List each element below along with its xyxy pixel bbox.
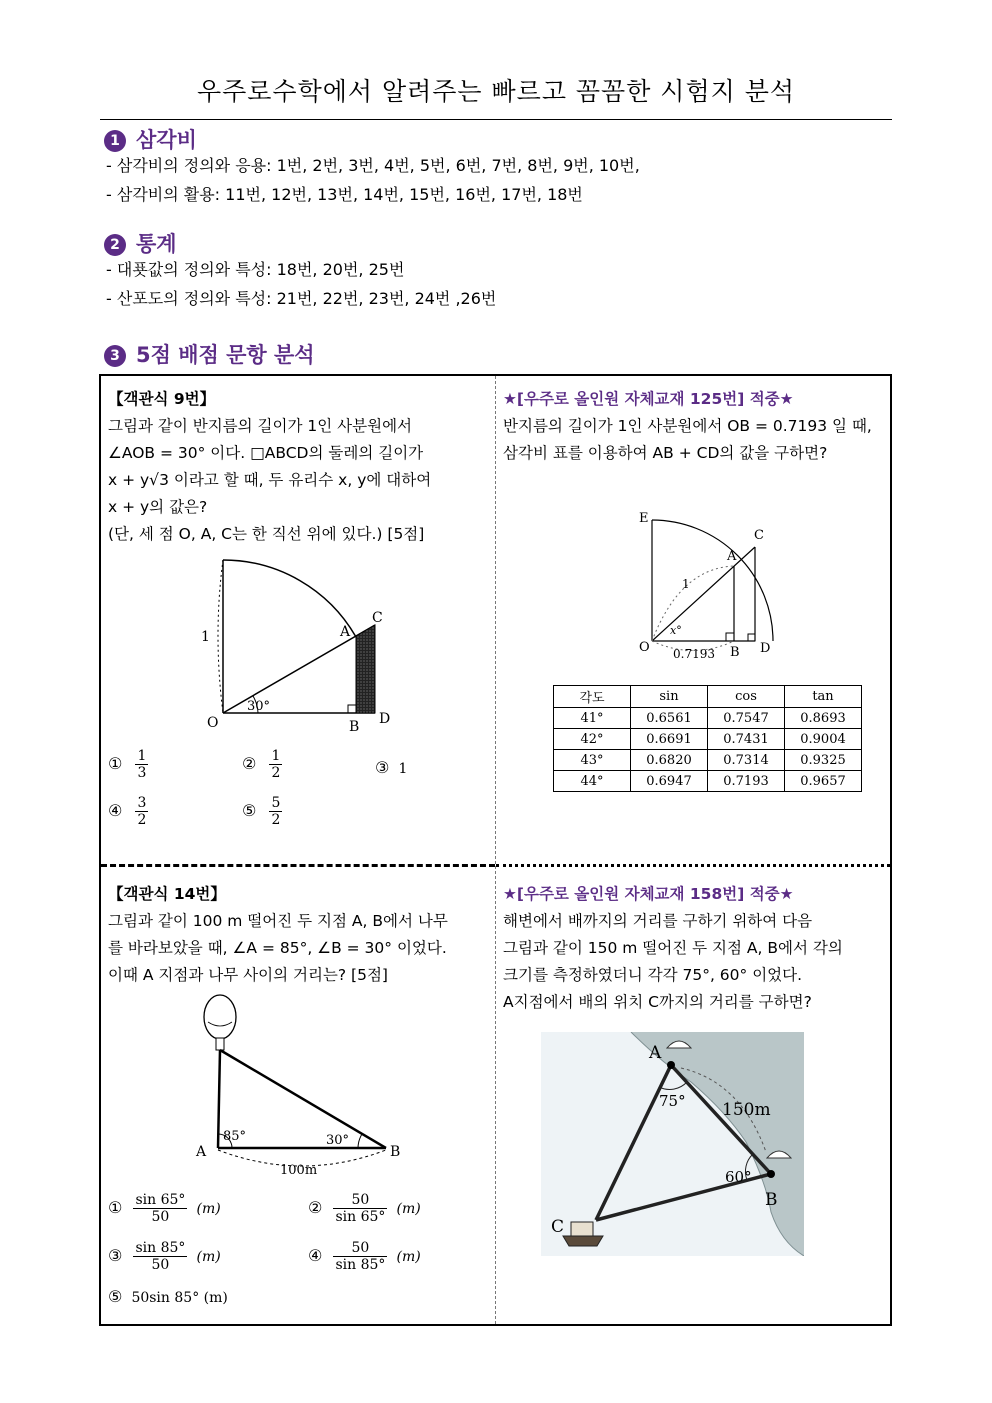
r125-right-angle-d	[748, 634, 755, 641]
q9-label-a: A	[340, 624, 351, 640]
trig-table-cell: 0.9325	[785, 750, 862, 771]
q9-choice-2-den: 2	[271, 765, 281, 781]
q9-label-angle: 30°	[247, 699, 271, 714]
trig-table-cell: 0.7193	[708, 771, 785, 792]
q9-choice-2[interactable]	[242, 748, 282, 781]
r125-right-angle-b	[726, 633, 734, 641]
q14-choice-4-num: 50	[333, 1240, 387, 1257]
title-divider	[100, 119, 892, 120]
q9-choice-2-fraction	[269, 748, 282, 781]
trig-table-row	[554, 750, 862, 771]
q9-choice-4-fraction	[135, 795, 148, 828]
point-b	[767, 1170, 775, 1178]
q14-choice-1-num: sin 65°	[135, 1192, 186, 1208]
trig-table-cell: 0.7431	[708, 729, 785, 750]
q14-line-2: 를 바라보았을 때, ∠A = 85°, ∠B = 30° 이었다.	[108, 939, 447, 957]
section-2-number: 2	[104, 234, 126, 256]
r125-line-oc	[652, 547, 755, 641]
r125-label-a: A	[727, 549, 737, 564]
q14-choice-3-fraction	[133, 1240, 187, 1273]
section-2-line-1: - 대푯값의 정의와 특성: 18번, 20번, 25번	[106, 260, 405, 279]
tree-icon	[204, 995, 236, 1039]
q9-quarter-arc	[223, 560, 356, 637]
trig-table-cell: 0.6561	[631, 708, 708, 729]
trig-table	[553, 685, 862, 792]
trig-table-row	[554, 729, 862, 750]
q9-choice-4[interactable]	[108, 795, 148, 828]
tree-trunk	[216, 1038, 224, 1050]
q14-label-100m: 100m	[280, 1163, 318, 1178]
q14-label-b: B	[390, 1144, 401, 1160]
ship-icon	[563, 1236, 603, 1246]
q9-choice-3[interactable]	[375, 758, 407, 777]
section-3-number: 3	[104, 345, 126, 367]
r125-figure	[630, 508, 780, 663]
q9-choice-1-fraction	[135, 748, 148, 781]
trig-table-header: tan	[785, 686, 862, 708]
q14-choice-3[interactable]	[108, 1240, 221, 1273]
q14-choice-5-value: 50sin 85° (m)	[131, 1290, 228, 1306]
q9-label-b: B	[349, 719, 360, 735]
q9-label-1: 1	[201, 629, 210, 645]
trig-table-cell: 43°	[554, 750, 631, 771]
q9-label-c: C	[372, 610, 383, 626]
r125-label-c: C	[754, 528, 764, 543]
q9-choice-2-mark: ②	[242, 754, 257, 773]
section-1-label: 삼각비	[136, 128, 197, 152]
section-1-number: 1	[104, 130, 126, 152]
point-a	[667, 1061, 675, 1069]
r125-line-1: 반지름의 길이가 1인 사분원에서 OB = 0.7193 일 때,	[503, 417, 872, 435]
trig-table-header: sin	[631, 686, 708, 708]
q9-figure	[195, 555, 410, 740]
r158-label-c: C	[551, 1217, 565, 1237]
r158-header: ★[우주로 올인원 자체교재 158번] 적중★	[503, 885, 794, 903]
trig-table-cell: 0.9657	[785, 771, 862, 792]
q9-choice-1-mark: ①	[108, 754, 123, 773]
q9-right-angle-mark	[348, 705, 356, 713]
r158-label-a: A	[649, 1043, 662, 1063]
q9-choice-5-fraction	[269, 795, 282, 828]
q14-line-a-tree	[218, 1050, 220, 1148]
q14-choice-2-fraction	[333, 1192, 387, 1225]
q9-label-d: D	[379, 711, 391, 727]
r125-label-1: 1	[682, 577, 690, 591]
r125-label-e: E	[639, 511, 649, 526]
section-1-line-2: - 삼각비의 활용: 11번, 12번, 13번, 14번, 15번, 16번, 17번, 18번	[106, 185, 583, 204]
q9-line-oc	[223, 625, 375, 713]
section-2-heading	[104, 228, 177, 258]
r125-label-x: x°	[670, 624, 682, 637]
q14-label-85: 85°	[223, 1129, 247, 1144]
r125-label-b: B	[730, 645, 740, 660]
q14-choice-3-unit: (m)	[196, 1249, 221, 1265]
ship-cabin	[571, 1222, 593, 1236]
section-3-label: 5점 배점 문항 분석	[136, 343, 315, 367]
q14-label-30: 30°	[326, 1133, 350, 1148]
section-1-line-1: - 삼각비의 정의와 응용: 1번, 2번, 3번, 4번, 5번, 6번, 7번, 8번, 9번, 10번,	[106, 156, 640, 175]
trig-table-cell: 0.6691	[631, 729, 708, 750]
q14-choice-4-mark: ④	[308, 1246, 323, 1265]
q14-line-3: 이때 A 지점과 나무 사이의 거리는? [5점]	[108, 966, 388, 984]
trig-table-cell: 0.9004	[785, 729, 862, 750]
q14-choice-4[interactable]	[308, 1240, 421, 1273]
r125-label-d: D	[760, 641, 771, 656]
q9-line-5: (단, 세 점 O, A, C는 한 직선 위에 있다.) [5점]	[108, 525, 425, 543]
q14-choice-5[interactable]	[108, 1287, 228, 1306]
r158-label-150m: 150m	[722, 1100, 771, 1120]
q9-line-4: x + y의 값은?	[108, 498, 208, 516]
question-14	[108, 881, 490, 989]
q9-choice-5-den: 2	[271, 812, 281, 828]
q14-angle-b-arc	[358, 1134, 362, 1148]
q9-choice-5-mark: ⑤	[242, 801, 257, 820]
horizontal-divider-left	[101, 864, 495, 867]
q14-choice-1-mark: ①	[108, 1198, 123, 1217]
q14-label-a: A	[196, 1144, 207, 1160]
trig-table-row	[554, 771, 862, 792]
question-9	[108, 386, 490, 548]
q14-choice-4-den: sin 85°	[335, 1257, 386, 1273]
trig-table-cell: 42°	[554, 729, 631, 750]
trig-table-cell: 0.6820	[631, 750, 708, 771]
trig-table-cell: 0.8693	[785, 708, 862, 729]
q9-choice-4-den: 2	[137, 812, 147, 828]
q14-line-1: 그림과 같이 100 m 떨어진 두 지점 A, B에서 나무	[108, 912, 448, 930]
q14-choice-2-den: sin 65°	[335, 1209, 386, 1225]
section-3-heading	[104, 339, 315, 369]
q14-choice-1[interactable]	[108, 1192, 221, 1225]
q14-choice-4-fraction	[333, 1240, 387, 1273]
trig-table-cell: 0.6947	[631, 771, 708, 792]
reference-158	[503, 881, 887, 1016]
trig-table-header: cos	[708, 686, 785, 708]
page-title: 우주로수학에서 알려주는 빠르고 꼼꼼한 시험지 분석	[196, 77, 796, 106]
q14-choice-3-num: sin 85°	[135, 1240, 186, 1256]
q9-shaded-abcd	[356, 625, 375, 713]
reference-125	[503, 386, 887, 467]
section-1-heading	[104, 124, 197, 154]
r125-line-2: 삼각비 표를 이용하여 AB + CD의 값을 구하면?	[503, 444, 828, 462]
q14-header: 【객관식 14번】	[108, 885, 226, 903]
q14-figure	[190, 992, 405, 1182]
q14-choice-2[interactable]	[308, 1192, 421, 1225]
q14-choice-3-den: 50	[151, 1257, 170, 1273]
q14-choice-3-mark: ③	[108, 1246, 123, 1265]
q14-choice-2-unit: (m)	[396, 1201, 421, 1217]
trig-table-cell: 0.7314	[708, 750, 785, 771]
r158-line-4: A지점에서 배의 위치 C까지의 거리를 구하면?	[503, 993, 812, 1011]
q9-choice-2-num: 1	[271, 748, 281, 764]
r158-label-b: B	[765, 1190, 778, 1210]
q9-choice-3-mark: ③	[375, 758, 390, 777]
q9-choice-3-value: 1	[398, 761, 408, 777]
r158-line-1: 해변에서 배까지의 거리를 구하기 위하여 다음	[503, 912, 813, 930]
q14-choice-2-mark: ②	[308, 1198, 323, 1217]
trig-table-row	[554, 708, 862, 729]
q14-choice-1-fraction	[133, 1192, 187, 1225]
q9-choice-4-mark: ④	[108, 801, 123, 820]
r158-figure	[541, 1032, 804, 1256]
q9-label-o: O	[207, 715, 219, 731]
q9-choice-1-den: 3	[137, 765, 147, 781]
q9-choice-1[interactable]	[108, 748, 148, 781]
section-2-label: 통계	[136, 232, 177, 256]
q9-line-3: x + y√3 이라고 할 때, 두 유리수 x, y에 대하여	[108, 471, 432, 489]
q9-line-1: 그림과 같이 반지름의 길이가 1인 사분원에서	[108, 417, 413, 435]
q14-choice-4-unit: (m)	[396, 1249, 421, 1265]
trig-table-header: 각도	[554, 686, 631, 708]
r125-label-o: O	[639, 640, 650, 655]
q14-choice-2-num: 50	[333, 1192, 387, 1209]
r158-line-2: 그림과 같이 150 m 떨어진 두 지점 A, B에서 각의	[503, 939, 843, 957]
q9-choice-5-num: 5	[271, 795, 281, 811]
q14-choice-5-mark: ⑤	[108, 1287, 123, 1306]
q14-choice-1-unit: (m)	[196, 1201, 221, 1217]
trig-table-cell: 44°	[554, 771, 631, 792]
q9-choice-4-num: 3	[137, 795, 147, 811]
section-2-line-2: - 산포도의 정의와 특성: 21번, 22번, 23번, 24번 ,26번	[106, 289, 497, 308]
trig-table-header-row	[554, 686, 862, 708]
q14-choice-1-den: 50	[151, 1209, 170, 1225]
q9-choice-1-num: 1	[137, 748, 147, 764]
r125-label-ob: 0.7193	[673, 647, 715, 661]
r125-header: ★[우주로 올인원 자체교재 125번] 적중★	[503, 390, 794, 408]
trig-table-cell: 0.7547	[708, 708, 785, 729]
r158-label-75: 75°	[659, 1092, 686, 1110]
horizontal-divider-right	[496, 864, 890, 867]
q9-line-2: ∠AOB = 30° 이다. □ABCD의 둘레의 길이가	[108, 444, 424, 462]
r158-label-60: 60°	[725, 1168, 752, 1186]
q9-choice-5[interactable]	[242, 795, 282, 828]
vertical-divider	[495, 376, 496, 1324]
trig-table-cell: 41°	[554, 708, 631, 729]
q9-header: 【객관식 9번】	[108, 390, 216, 408]
r158-line-3: 크기를 측정하였더니 각각 75°, 60° 이었다.	[503, 966, 803, 984]
